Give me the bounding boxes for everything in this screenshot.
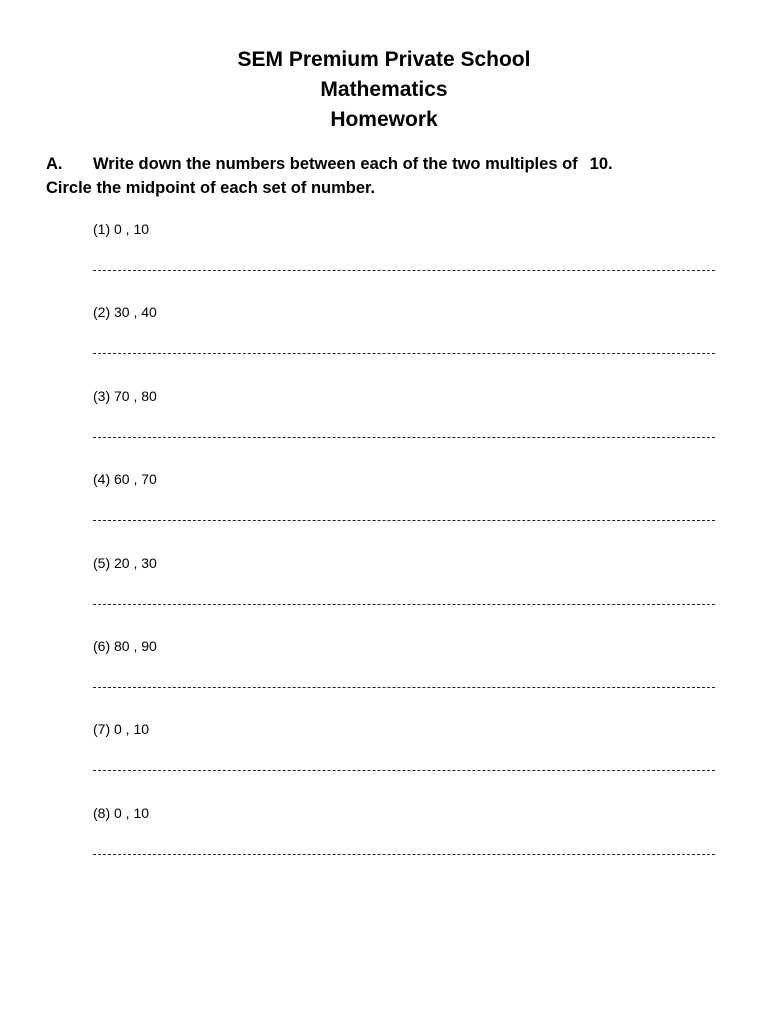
exercise-label: (3) 70 , 80 <box>93 387 157 404</box>
exercise-label: (7) 0 , 10 <box>93 721 150 738</box>
exercise-item <box>93 635 716 718</box>
exercise-item <box>93 301 716 384</box>
exercise-item <box>93 385 716 468</box>
instruction-line-2: Circle the midpoint of each set of number. <box>46 179 376 197</box>
exercise-list <box>93 218 716 885</box>
answer-line <box>93 770 715 771</box>
exercise-item <box>93 552 716 635</box>
exercise-label: (6) 80 , 90 <box>93 637 157 654</box>
answer-line <box>93 854 715 855</box>
worksheet-type: Homework <box>330 108 438 131</box>
section-instructions <box>46 152 736 200</box>
exercise-item <box>93 718 716 801</box>
worksheet-header <box>0 45 768 135</box>
exercise-label: (5) 20 , 30 <box>93 554 157 571</box>
answer-line <box>93 604 715 605</box>
exercise-label: (2) 30 , 40 <box>93 304 157 321</box>
exercise-item <box>93 218 716 301</box>
multiple-value: 10. <box>589 155 613 173</box>
answer-line <box>93 353 715 354</box>
answer-line <box>93 687 715 688</box>
exercise-item <box>93 802 716 885</box>
school-name: SEM Premium Private School <box>237 48 531 71</box>
instruction-text: Write down the numbers between each of the two multiples of <box>93 155 578 173</box>
exercise-label: (8) 0 , 10 <box>93 804 150 821</box>
exercise-label: (1) 0 , 10 <box>93 221 150 237</box>
instruction-line-1 <box>46 152 736 176</box>
exercise-item <box>93 468 716 551</box>
answer-line <box>93 520 715 521</box>
section-label: A. <box>46 155 63 173</box>
exercise-label: (4) 60 , 70 <box>93 471 157 488</box>
answer-line <box>93 437 715 438</box>
answer-line <box>93 270 715 271</box>
subject-title: Mathematics <box>320 78 448 101</box>
